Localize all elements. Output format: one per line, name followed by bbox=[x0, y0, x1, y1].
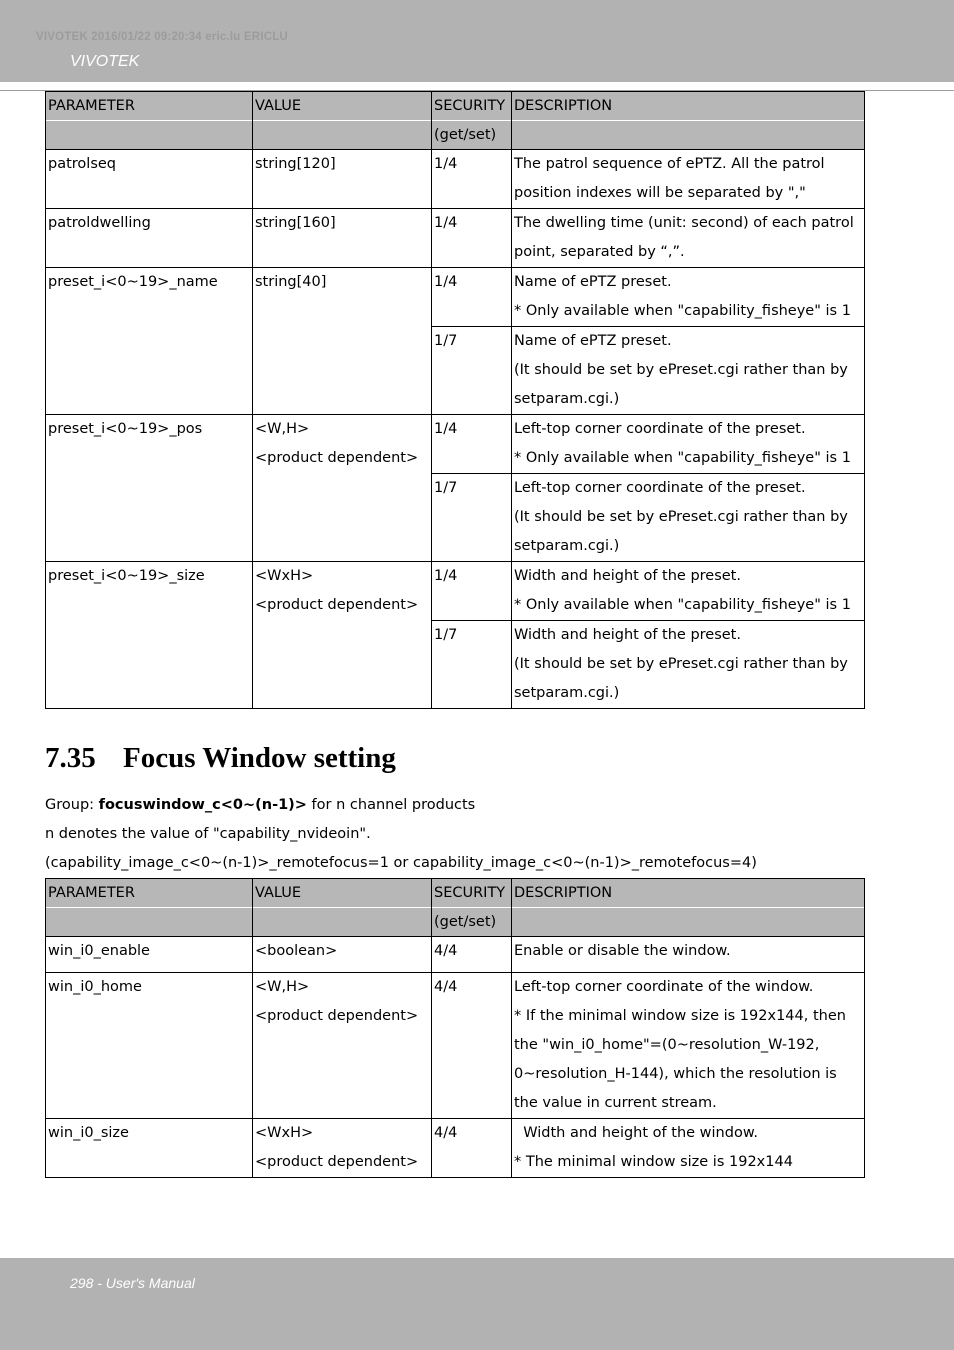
header-parameter: PARAMETER bbox=[46, 92, 253, 150]
section-number: 7.35 bbox=[45, 742, 96, 774]
table-row bbox=[46, 415, 865, 474]
description-cell: The dwelling time (unit: second) of each patrol point, separated by “,”. bbox=[512, 209, 865, 268]
table-row bbox=[46, 937, 865, 973]
security-cell: 1/7 bbox=[432, 621, 512, 709]
security-cell: 1/4 bbox=[432, 150, 512, 209]
value-cell: string[160] bbox=[253, 209, 432, 268]
param-cell: win_i0_enable bbox=[46, 937, 253, 973]
value-cell: string[120] bbox=[253, 150, 432, 209]
security-cell: 1/4 bbox=[432, 562, 512, 621]
description-cell: Width and height of the preset. * Only available when "capability_fisheye" is 1 bbox=[512, 562, 865, 621]
value-cell: <WxH> <product dependent> bbox=[253, 1119, 432, 1178]
table-header-row bbox=[46, 92, 865, 150]
header-value: VALUE bbox=[253, 879, 432, 937]
description-cell: Enable or disable the window. bbox=[512, 937, 865, 973]
value-cell: <W,H> <product dependent> bbox=[253, 415, 432, 562]
param-cell: patrolseq bbox=[46, 150, 253, 209]
description-cell: The patrol sequence of ePTZ. All the patrol position indexes will be separated by "," bbox=[512, 150, 865, 209]
header-security: SECURITY (get/set) bbox=[432, 879, 512, 937]
param-cell: preset_i<0~19>_size bbox=[46, 562, 253, 709]
security-cell: 1/4 bbox=[432, 268, 512, 327]
description-cell: Width and height of the preset. (It should be set by ePreset.cgi rather than by setparam.cgi.) bbox=[512, 621, 865, 709]
value-cell: <WxH> <product dependent> bbox=[253, 562, 432, 709]
group-name: focuswindow_c<0~(n-1)> bbox=[98, 797, 307, 813]
param-cell: preset_i<0~19>_name bbox=[46, 268, 253, 415]
security-cell: 4/4 bbox=[432, 973, 512, 1119]
value-cell: string[40] bbox=[253, 268, 432, 415]
header-value: VALUE bbox=[253, 92, 432, 150]
security-cell: 1/7 bbox=[432, 474, 512, 562]
header-parameter: PARAMETER bbox=[46, 879, 253, 937]
security-cell: 1/4 bbox=[432, 415, 512, 474]
table-row bbox=[46, 150, 865, 209]
table-header-row bbox=[46, 879, 865, 937]
param-cell: win_i0_home bbox=[46, 973, 253, 1119]
value-cell: <W,H> <product dependent> bbox=[253, 973, 432, 1119]
value-cell: <boolean> bbox=[253, 937, 432, 973]
param-cell: patroldwelling bbox=[46, 209, 253, 268]
note-line: n denotes the value of "capability_nvideoin". bbox=[45, 826, 371, 842]
security-cell: 1/4 bbox=[432, 209, 512, 268]
table-row bbox=[46, 973, 865, 1119]
section-title: Focus Window setting bbox=[123, 742, 396, 774]
header-description: DESCRIPTION bbox=[512, 879, 865, 937]
section-heading bbox=[45, 742, 396, 775]
page-number: 298 - User's Manual bbox=[70, 1275, 195, 1291]
security-cell: 4/4 bbox=[432, 1119, 512, 1178]
header-description: DESCRIPTION bbox=[512, 92, 865, 150]
security-cell: 4/4 bbox=[432, 937, 512, 973]
table-row bbox=[46, 268, 865, 327]
description-cell: Name of ePTZ preset. (It should be set by ePreset.cgi rather than by setparam.cgi.) bbox=[512, 327, 865, 415]
description-cell: Width and height of the window. * The minimal window size is 192x144 bbox=[512, 1119, 865, 1178]
group-line: Group: focuswindow_c<0~(n-1)> for n channel products bbox=[45, 797, 476, 813]
parameter-table-ptz bbox=[45, 91, 865, 709]
param-cell: win_i0_size bbox=[46, 1119, 253, 1178]
description-cell: Left-top corner coordinate of the preset. (It should be set by ePreset.cgi rather than by setparam.cgi.) bbox=[512, 474, 865, 562]
table-row bbox=[46, 209, 865, 268]
header-security: SECURITY (get/set) bbox=[432, 92, 512, 150]
brand-logo: VIVOTEK bbox=[70, 53, 140, 70]
param-cell: preset_i<0~19>_pos bbox=[46, 415, 253, 562]
page-footer bbox=[0, 1258, 954, 1350]
description-cell: Name of ePTZ preset. * Only available when "capability_fisheye" is 1 bbox=[512, 268, 865, 327]
security-cell: 1/7 bbox=[432, 327, 512, 415]
table-row bbox=[46, 562, 865, 621]
watermark: VIVOTEK 2016/01/22 09:20:34 eric.lu ERICLU bbox=[36, 31, 288, 43]
condition-line: (capability_image_c<0~(n-1)>_remotefocus=1 or capability_image_c<0~(n-1)>_remotefocus=4) bbox=[45, 855, 757, 871]
description-cell: Left-top corner coordinate of the preset. * Only available when "capability_fisheye" is 1 bbox=[512, 415, 865, 474]
description-cell: Left-top corner coordinate of the window. * If the minimal window size is 192x144, then the "win_i0_home"=(0~resolution_W-192, 0~resolution_H-144), which the resolution is the value in current stream. bbox=[512, 973, 865, 1119]
table-row bbox=[46, 1119, 865, 1178]
parameter-table-focus-window bbox=[45, 878, 865, 1178]
